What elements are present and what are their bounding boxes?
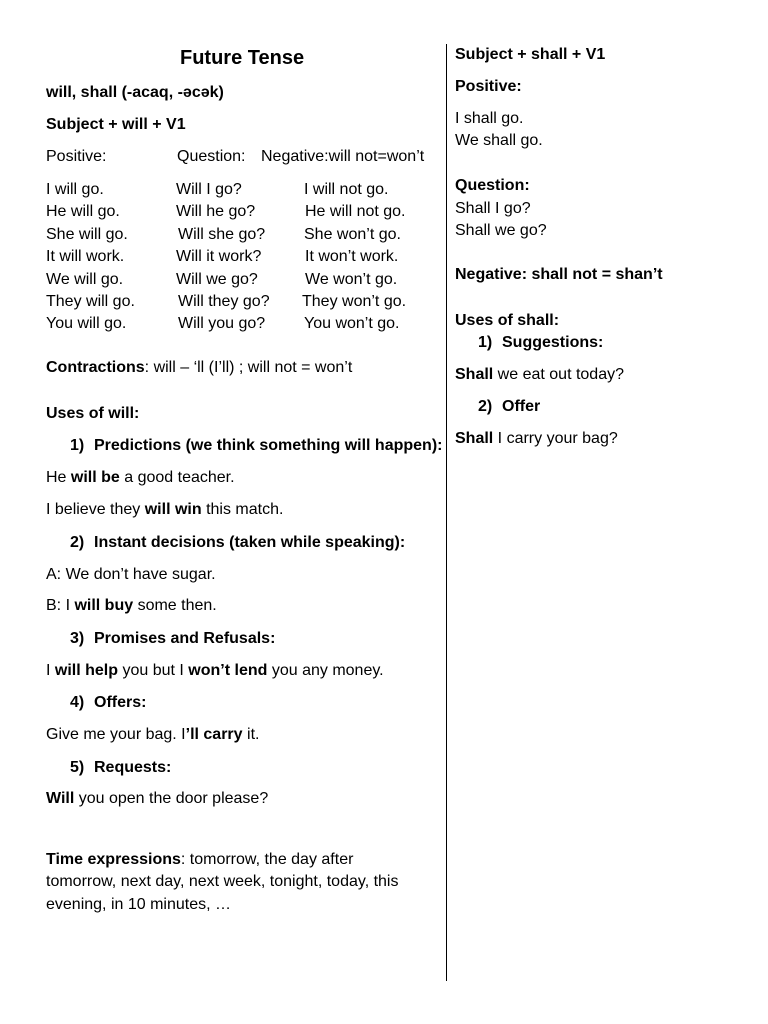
use-heading-instant-decisions: 2) Instant decisions (taken while speaking): (70, 534, 406, 551)
question-list (176, 179, 270, 336)
list-item: I will go. (46, 181, 104, 198)
example-sentence: I will help you but I won’t lend you any money. (46, 662, 384, 679)
list-item: It won’t work. (305, 248, 399, 266)
list-item: He will go. (46, 203, 120, 221)
contractions-text: : will – ‘ll (I’ll) ; will not = won’t (144, 359, 353, 376)
negative-header: Negative:will not=won’t (261, 148, 425, 165)
list-item: I will not go. (304, 181, 389, 198)
example-sentence: Will you open the door please? (46, 790, 269, 807)
subtitle: will, shall (-acaq, -əcək) (46, 84, 224, 101)
will-formula: Subject + will + V1 (46, 116, 186, 133)
time-expressions-label: Time expressions (46, 851, 181, 868)
use-heading-requests: 5) Requests: (70, 759, 172, 776)
example-sentence: I believe they will win this match. (46, 501, 284, 518)
list-item: Will I go? (176, 181, 242, 198)
list-item: Will it work? (176, 248, 262, 266)
question-header: Question: (177, 148, 246, 165)
use-heading-predictions: 1) Predictions (we think something will happen): (70, 437, 443, 454)
use-heading-offers: 4) Offers: (70, 694, 147, 711)
uses-of-shall-heading: Uses of shall: (455, 312, 560, 329)
list-item: Shall we go? (455, 222, 547, 240)
time-expressions: Time expressions: tomorrow, the day after tomorrow, next day, next week, tonight, today, this evening, in 10 minutes, … (46, 851, 399, 913)
list-item: You won’t go. (304, 315, 400, 333)
use-heading-promises: 3) Promises and Refusals: (70, 630, 276, 647)
page-title: Future Tense (180, 47, 305, 69)
contractions-label: Contractions (46, 359, 145, 376)
list-item: It will work. (46, 248, 125, 266)
list-item: Shall I go? (455, 200, 531, 217)
list-item: We won’t go. (305, 270, 398, 288)
negative-list (304, 179, 406, 336)
shall-question-list (455, 198, 547, 243)
use-heading-offer: 2) Offer (478, 398, 541, 415)
example-sentence: A: We don’t have sugar. (46, 566, 216, 583)
list-item: We shall go. (455, 132, 543, 150)
uses-of-will-heading: Uses of will: (46, 405, 140, 422)
example-sentence: He will be a good teacher. (46, 469, 235, 486)
example-sentence: B: I will buy some then. (46, 597, 217, 614)
example-sentence: Shall we eat out today? (455, 366, 624, 383)
list-item: He will not go. (305, 203, 406, 221)
list-item: She will go. (46, 225, 128, 243)
list-item: We will go. (46, 270, 124, 288)
shall-negative: Negative: shall not = shan’t (455, 266, 663, 283)
list-item: I shall go. (455, 110, 524, 127)
contractions-line (46, 358, 352, 378)
positive-list (46, 179, 135, 336)
positive-header: Positive: (46, 148, 107, 165)
example-sentence: Give me your bag. I’ll carry it. (46, 726, 260, 743)
shall-positive-list (455, 108, 543, 153)
column-divider (446, 44, 447, 981)
list-item: Will he go? (176, 203, 256, 221)
list-item: Will you go? (178, 315, 266, 333)
list-item: Will they go? (178, 293, 270, 311)
list-item: Will we go? (176, 270, 258, 288)
list-item: You will go. (46, 315, 127, 333)
example-sentence: Shall I carry your bag? (455, 430, 618, 447)
list-item: They won’t go. (302, 293, 407, 311)
list-item: They will go. (46, 293, 135, 311)
shall-question-heading: Question: (455, 177, 530, 194)
shall-positive-heading: Positive: (455, 78, 522, 95)
list-item: Will she go? (178, 225, 266, 243)
use-heading-suggestions: 1) Suggestions: (478, 334, 604, 351)
list-item: She won’t go. (304, 225, 401, 243)
shall-formula: Subject + shall + V1 (455, 46, 606, 63)
